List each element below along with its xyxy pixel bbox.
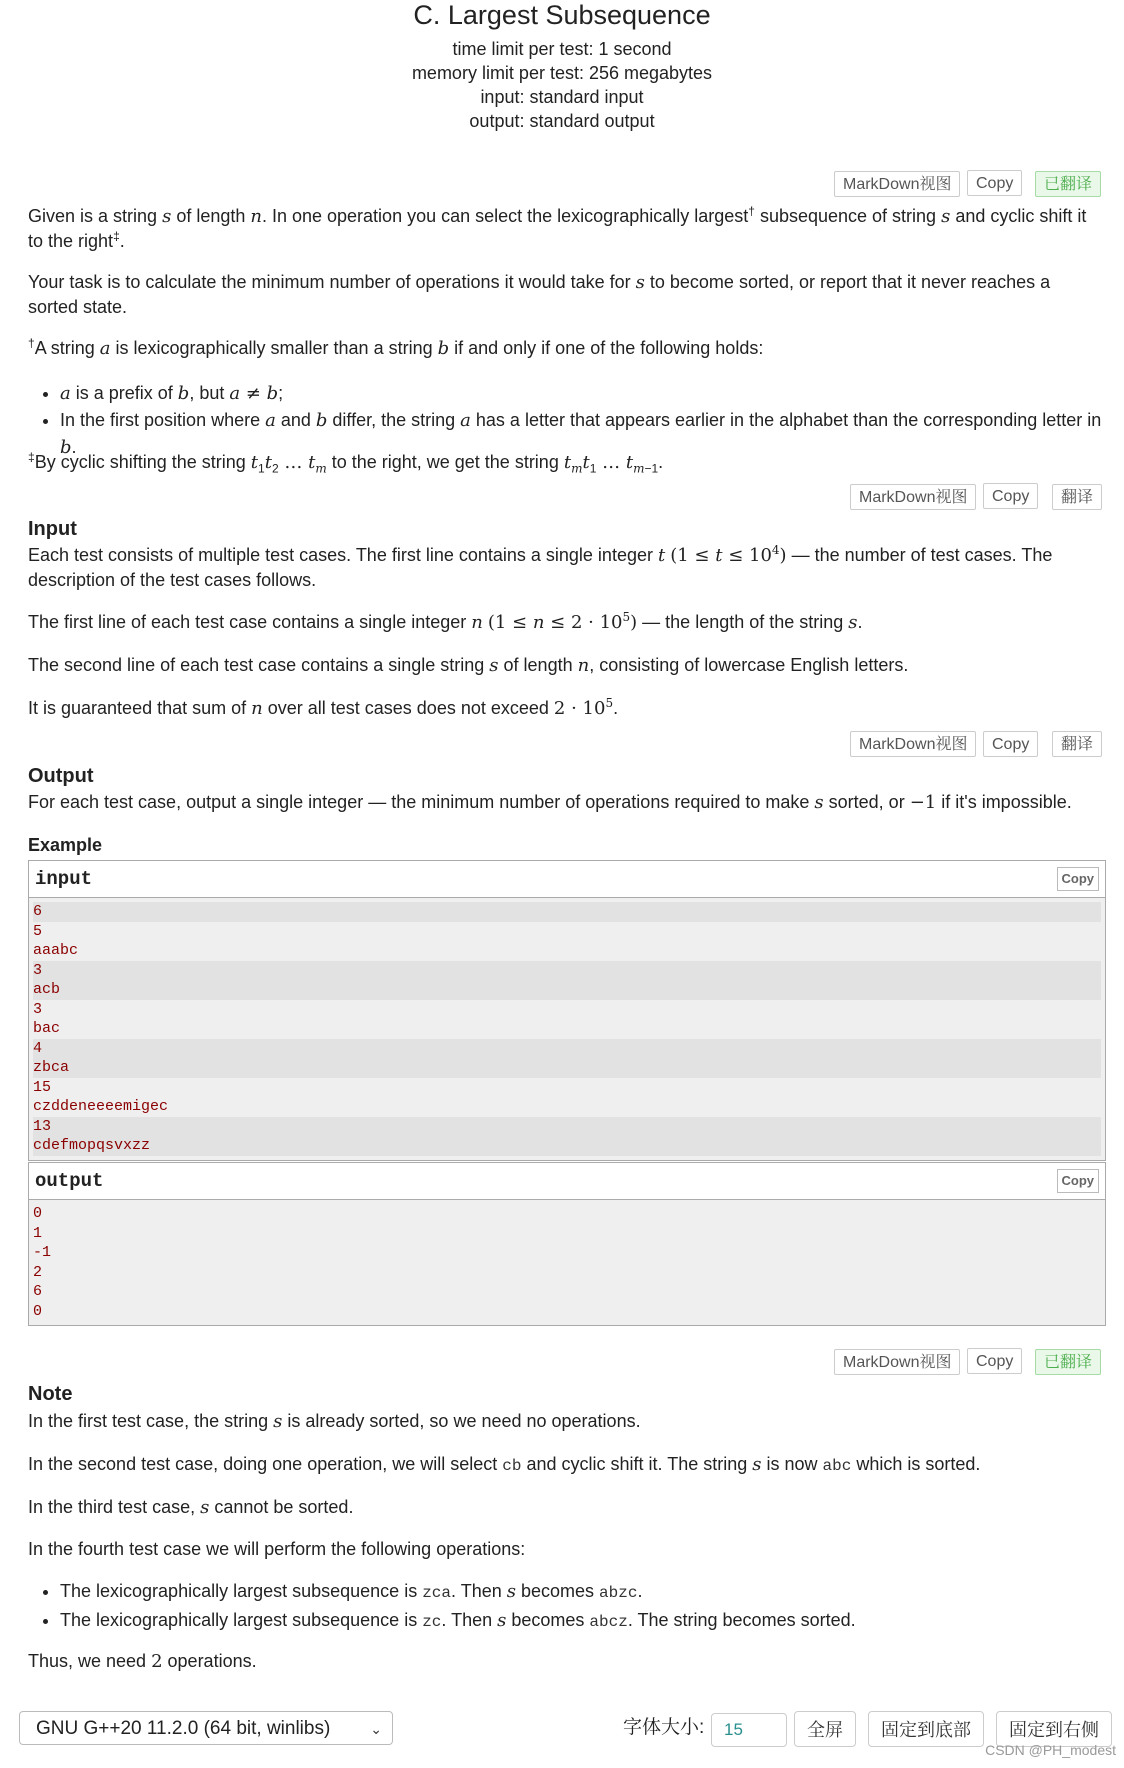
list-item: • The lexicographically largest subsequence is zca. Then s becomes abzc. [60,1578,1120,1607]
note-operations-list [28,1578,1120,1636]
markdown-view-button[interactable]: MarkDown视图 [834,171,960,197]
output-line: 0 [33,1205,43,1222]
example-output-lines [29,1200,1105,1325]
statement-paragraph-2: Your task is to calculate the minimum number of operations it would take for s to become sorted, or report that it never reaches a sorted state. [28,272,1051,317]
note-paragraph-2: In the second test case, doing one operation, we will select cb and cyclic shift it. The string s is now abc which is sorted. [28,1454,981,1475]
compiler-select[interactable]: GNU G++20 11.2.0 (64 bit, winlibs) ⌄ [19,1711,393,1745]
copy-button[interactable]: Copy [967,1348,1022,1374]
copy-button[interactable]: Copy [967,170,1022,196]
input-paragraph-2: The first line of each test case contains a single integer n $(1 \le n \le 2 \cdot 10^5)$ — the length of the string s. [28,610,863,633]
output-spec: output: standard output [469,111,655,131]
markdown-view-button[interactable]: MarkDown视图 [850,731,976,757]
input-line: 6 [33,902,1101,922]
lexicographic-rules-list [28,380,1120,461]
translated-button[interactable]: 已翻译 [1035,1349,1101,1375]
output-line: 0 [33,1302,43,1320]
translate-button[interactable]: 翻译 [1052,484,1102,510]
example-input-lines [29,898,1105,1160]
input-spec: input: standard input [480,87,644,107]
fullscreen-button[interactable]: 全屏 [794,1711,856,1747]
output-line: 1 [33,1224,43,1242]
output-line: 6 [33,1283,43,1300]
input-line: 3 [33,961,1101,981]
example-output-title: output Copy [29,1163,1105,1200]
input-line: zbca [33,1058,1101,1078]
input-line: 3 [33,1000,43,1018]
chevron-down-icon: ⌄ [370,1721,382,1737]
input-line: aaabc [33,942,79,959]
input-line: 15 [33,1078,52,1096]
statement-paragraph-1: Given is a string s of length n. In one operation you can select the lexicographically largest† subsequence of string s and cyclic shift it to the right‡. [28,204,1087,251]
input-line: 4 [33,1039,1101,1059]
input-line: 5 [33,922,43,940]
copy-button[interactable]: Copy [983,731,1038,757]
note-paragraph-5: Thus, we need 2 operations. [28,1651,257,1672]
output-heading: Output [28,765,94,787]
footnote-double-dagger: ‡By cyclic shifting the string $t_1t_2$ … $t_m$ to the right, we get the string $t_mt_1$ … $t_{m-1}$. [28,450,664,476]
footnote-dagger: †A string a is lexicographically smaller than a string b if and only if one of the following holds: [28,336,764,359]
input-line: cdefmopqsvxzz [33,1136,1101,1156]
example-heading: Example [28,835,103,855]
input-paragraph-1: Each test consists of multiple test cases. The first line contains a single integer t $(1 \le t \le 10^4)$ — the number of test cases. The description of the test cases follows. [28,543,1053,590]
input-line: 13 [33,1117,1101,1137]
input-line: czddeneeeemigec [33,1098,169,1115]
input-paragraph-3: The second line of each test case contains a single string s of length n, consisting of lowercase English letters. [28,655,909,676]
translate-button[interactable]: 翻译 [1052,731,1102,757]
copy-button[interactable]: Copy [983,483,1038,509]
output-line: -1 [33,1244,52,1261]
markdown-view-button[interactable]: MarkDown视图 [834,1349,960,1375]
pin-right-button[interactable]: 固定到右侧 [996,1711,1112,1747]
copy-output-button[interactable]: Copy [1057,1169,1100,1193]
note-paragraph-4: In the fourth test case we will perform the following operations: [28,1539,526,1559]
note-paragraph-3: In the third test case, s cannot be sorted. [28,1497,354,1518]
memory-limit: memory limit per test: 256 megabytes [411,63,713,83]
example-input-title: input Copy [29,861,1105,898]
example-output-box [28,1162,1106,1326]
pin-bottom-button[interactable]: 固定到底部 [868,1711,984,1747]
translated-button[interactable]: 已翻译 [1035,171,1101,197]
example-input-box [28,860,1106,1161]
input-line: bac [33,1020,61,1037]
note-paragraph-1: In the first test case, the string s is already sorted, so we need no operations. [28,1411,641,1432]
watermark: CSDN @PH_modest [985,1742,1116,1758]
input-paragraph-4: It is guaranteed that sum of n over all test cases does not exceed $2 \cdot 10^5$. [28,696,619,719]
list-item: • The lexicographically largest subsequence is zc. Then s becomes abcz. The string becomes sorted. [60,1607,1120,1636]
output-line: 2 [33,1263,43,1281]
time-limit: time limit per test: 1 second [452,39,672,59]
markdown-view-button[interactable]: MarkDown视图 [850,484,976,510]
list-item: • In the first position where a and b differ, the string a has a letter that appears earlier in the alphabet than the corresponding letter in b. [60,407,1120,461]
note-heading: Note [28,1383,73,1405]
problem-title: C. Largest Subsequence [413,0,711,30]
font-size-input[interactable]: 15 [711,1713,787,1747]
list-item: • a is a prefix of b, but a ≠ b; [60,380,1120,407]
font-size-label: 字体大小: [623,1717,705,1738]
input-line: acb [33,980,1101,1000]
copy-input-button[interactable]: Copy [1057,867,1100,891]
output-paragraph: For each test case, output a single integer — the minimum number of operations required to make s sorted, or −1 if it's impossible. [28,792,1072,813]
input-heading: Input [28,518,77,540]
